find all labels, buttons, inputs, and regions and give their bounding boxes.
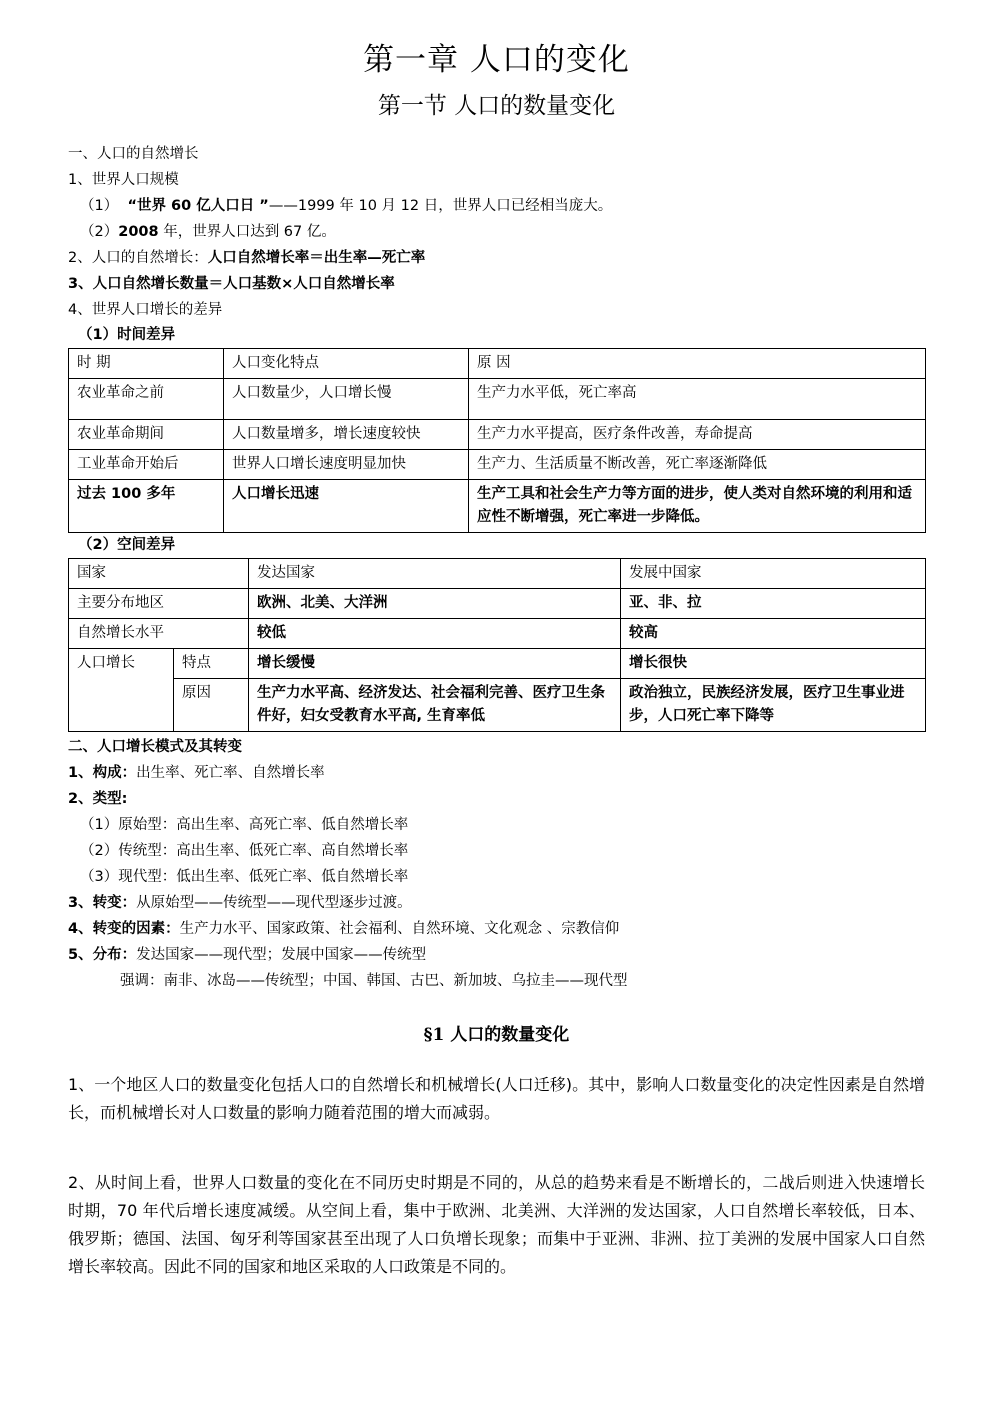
cell-growth-developing: 较高: [621, 618, 926, 648]
heading-natural-growth: 一、人口的自然增长: [68, 145, 199, 162]
cell-reason: 生产工具和社会生产力等方面的进步，使人类对自然环境的利用和适应性不断增强，死亡率进一步降低。: [469, 479, 926, 532]
outline-block-two: [68, 734, 925, 994]
item-transition-factors: [68, 916, 925, 942]
item-2008-population: [68, 219, 925, 245]
cell-period: 农业革命期间: [69, 419, 224, 449]
cell-region-developed: 欧洲、北美、大洋洲: [249, 588, 621, 618]
table-row: [69, 449, 926, 479]
table-row: [69, 479, 926, 532]
cell-feature-developing: 增长很快: [621, 648, 926, 678]
cell-period: 过去 100 多年: [69, 479, 224, 532]
types-lead: 2、类型:: [68, 790, 128, 807]
table-space-difference: [68, 558, 926, 732]
header-feature: 人口变化特点: [224, 348, 469, 378]
cell-growth-level-label: 自然增长水平: [69, 618, 249, 648]
cell-feature-developed: 增长缓慢: [249, 648, 621, 678]
heading-growth-mode: 二、人口增长模式及其转变: [68, 738, 242, 755]
natural-growth-formula: 人口自然增长率＝出生率—死亡率: [207, 249, 426, 266]
paragraph-two: 2、从时间上看，世界人口数量的变化在不同历史时期是不同的，从总的趋势来看是不断增长的，二战后则进入快速增长时期，70 年代后增长速度减缓。从空间上看，集中于欧洲、北美洲、大洋洲的发达国家，人口自然增长率较低，日本、俄罗斯；德国、法国、匈牙利等国家甚至出现了人口负增长现象；而集中于亚洲、非洲、拉丁美洲的发展中国家人口自然增长率较高。因此不同的国家和地区采取的人口政策是不同的。: [68, 1172, 925, 1276]
sub-item-prefix-1: （1）: [80, 197, 119, 214]
natural-growth-lead: 2、人口的自然增长：: [68, 249, 208, 266]
cell-period: 农业革命之前: [69, 378, 224, 419]
table-row: [69, 678, 926, 731]
cell-developed-country: 发达国家: [249, 558, 621, 588]
cell-feature: 世界人口增长速度明显加快: [224, 449, 469, 479]
subsection-heading: §1 人口的数量变化: [423, 1024, 570, 1045]
table-row: [69, 378, 926, 419]
table1-caption: （1）时间差异: [78, 326, 176, 343]
item-distribution-note: 强调：南非、冰岛——传统型；中国、韩国、古巴、新加坡、乌拉圭——现代型: [120, 972, 628, 989]
cell-reason: 生产力水平低，死亡率高: [469, 378, 926, 419]
cell-feature: 人口增长迅速: [224, 479, 469, 532]
cell-reason: 生产力、生活质量不断改善，死亡率逐渐降低: [469, 449, 926, 479]
cell-reason-developed: 生产力水平高、经济发达、社会福利完善、医疗卫生条件好，妇女受教育水平高, 生育率低: [249, 678, 621, 731]
item-natural-growth-formula: [68, 245, 925, 271]
cell-feature: 人口数量少，人口增长慢: [224, 378, 469, 419]
cell-feature-label: 特点: [174, 648, 249, 678]
factors-lead: 4、转变的因素：: [68, 920, 180, 937]
table-row: [69, 648, 926, 678]
table-row: [69, 618, 926, 648]
cell-region-developing: 亚、非、拉: [621, 588, 926, 618]
cell-reason-label: 原因: [174, 678, 249, 731]
item-type-primitive: （1）原始型：高出生率、高死亡率、低自然增长率: [80, 816, 409, 833]
world-6-billion-day-bold: “世界 60 亿人口日 ”: [127, 197, 269, 214]
table-row-header: [69, 348, 926, 378]
cell-reason-developing: 政治独立，民族经济发展，医疗卫生事业进步，人口死亡率下降等: [621, 678, 926, 731]
cell-population-growth-label: 人口增长: [69, 648, 174, 731]
item-distribution: [68, 942, 925, 968]
header-reason: 原 因: [469, 348, 926, 378]
table-row: [69, 588, 926, 618]
item-composition: [68, 760, 925, 786]
world-6-billion-day-rest: ——1999 年 10 月 12 日，世界人口已经相当庞大。: [268, 197, 613, 214]
sub-item-prefix-2: （2）: [80, 223, 119, 240]
transition-lead: 3、转变：: [68, 894, 137, 911]
cell-region-label: 主要分布地区: [69, 588, 249, 618]
table2-caption: （2）空间差异: [78, 536, 176, 553]
composition-rest: 出生率、死亡率、自然增长率: [136, 764, 325, 781]
chapter-title: 第一章 人口的变化: [363, 42, 630, 78]
table-time-difference: [68, 348, 926, 533]
cell-country-label: 国家: [69, 558, 249, 588]
composition-lead: 1、构成：: [68, 764, 137, 781]
distribution-lead: 5、分布：: [68, 946, 137, 963]
cell-period: 工业革命开始后: [69, 449, 224, 479]
distribution-rest: 发达国家——现代型；发展中国家——传统型: [136, 946, 427, 963]
cell-growth-developed: 较低: [249, 618, 621, 648]
cell-reason: 生产力水平提高，医疗条件改善，寿命提高: [469, 419, 926, 449]
cell-developing-country: 发展中国家: [621, 558, 926, 588]
item-growth-difference: 4、世界人口增长的差异: [68, 301, 223, 318]
item-world-population-scale: 1、世界人口规模: [68, 171, 179, 188]
factors-rest: 生产力水平、国家政策、社会福利、自然环境、文化观念 、宗教信仰: [179, 920, 620, 937]
item-2008-year: 2008: [118, 223, 159, 240]
paragraph-one: 1、一个地区人口的数量变化包括人口的自然增长和机械增长(人口迁移)。其中，影响人口数量变化的决定性因素是自然增长，而机械增长对人口数量的影响力随着范围的增大而减弱。: [68, 1074, 925, 1122]
outline-block-one: [68, 141, 925, 323]
item-world-6-billion-day: [68, 193, 925, 219]
table-row: [69, 558, 926, 588]
cell-feature: 人口数量增多，增长速度较快: [224, 419, 469, 449]
item-type-traditional: （2）传统型：高出生率、低死亡率、高自然增长率: [80, 842, 409, 859]
item-growth-quantity-formula: 3、人口自然增长数量＝人口基数×人口自然增长率: [68, 275, 395, 292]
item-transition: [68, 890, 925, 916]
item-2008-rest: 年，世界人口达到 67 亿。: [158, 223, 336, 240]
item-types: [68, 786, 925, 812]
header-period: 时 期: [69, 348, 224, 378]
table-row: [69, 419, 926, 449]
transition-rest: 从原始型——传统型——现代型逐步过渡。: [136, 894, 412, 911]
section-title: 第一节 人口的数量变化: [377, 93, 616, 120]
item-type-modern: （3）现代型：低出生率、低死亡率、低自然增长率: [80, 868, 409, 885]
